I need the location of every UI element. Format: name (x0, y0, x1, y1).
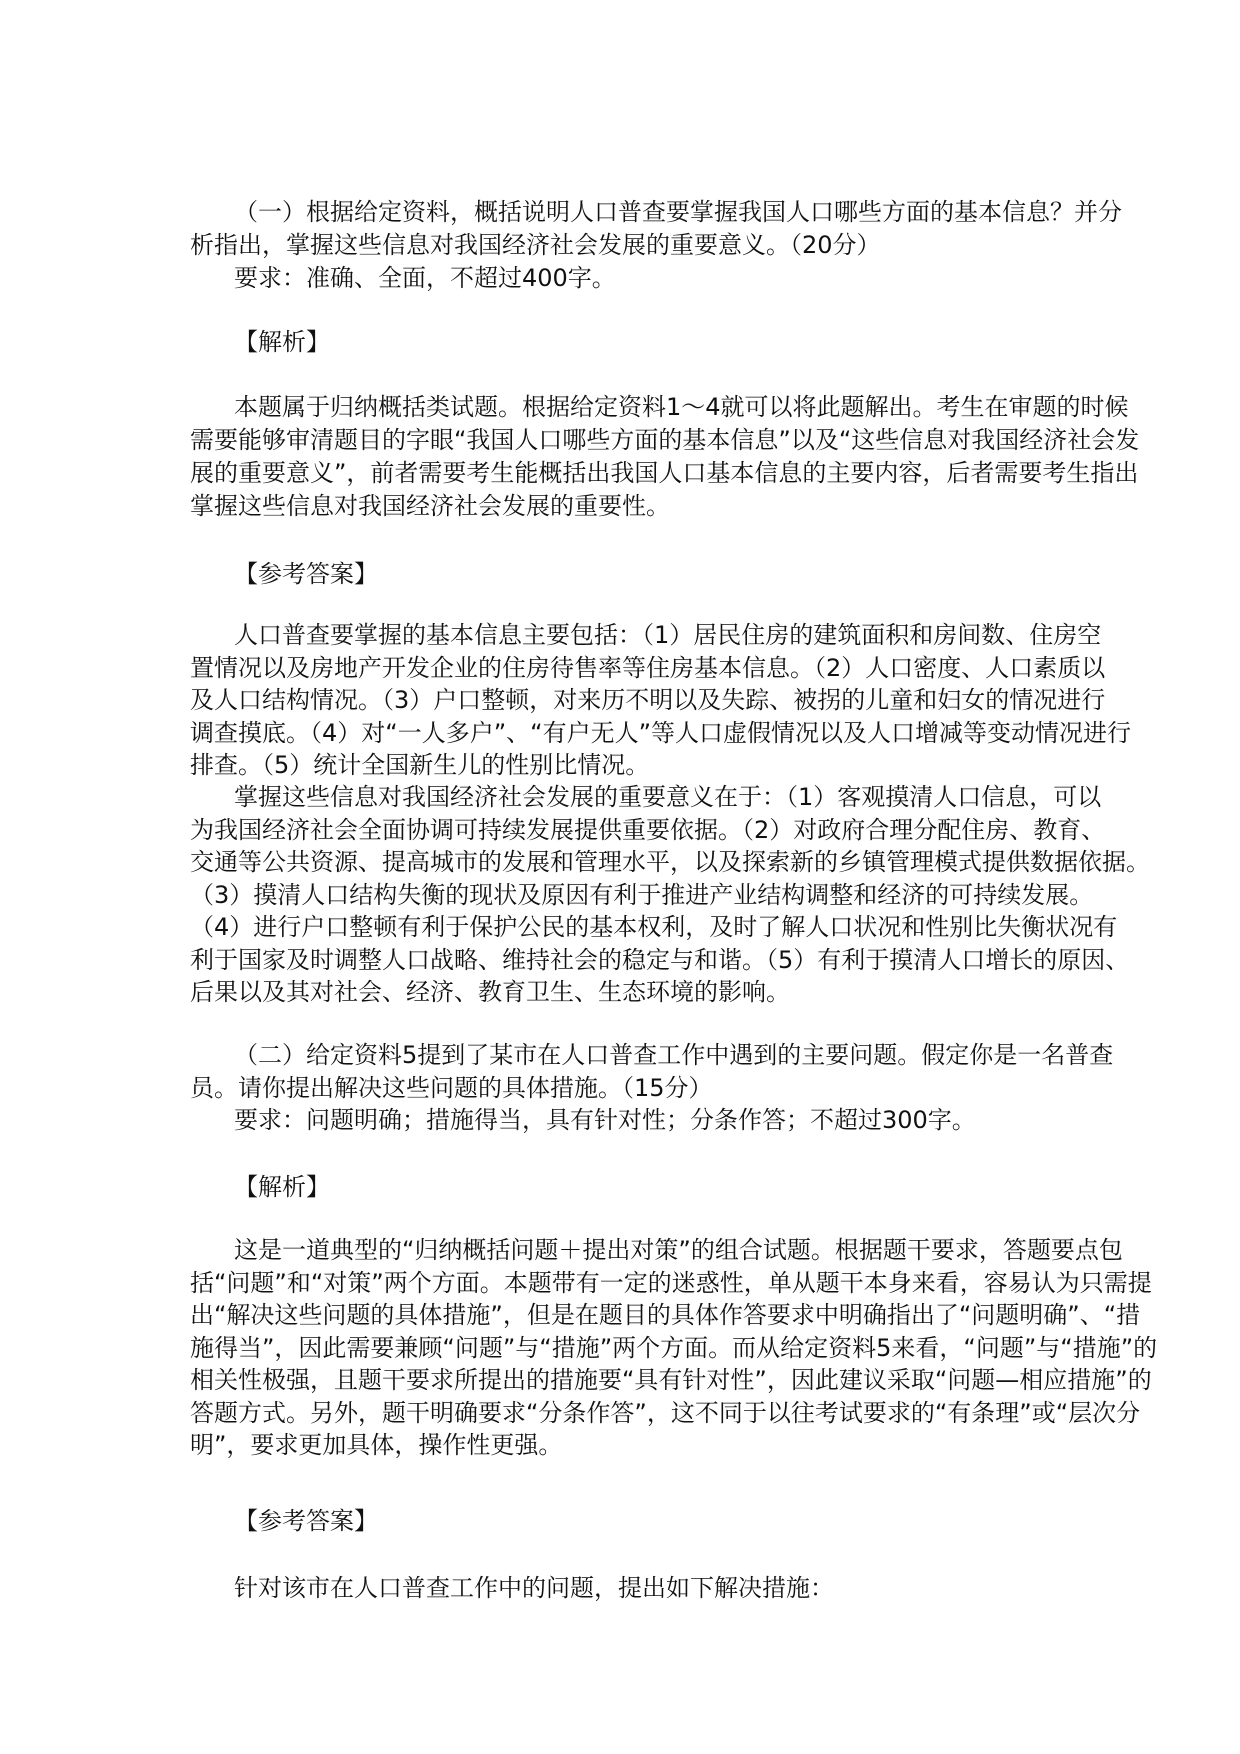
question-text-line: （一）根据给定资料，概括说明人口普查要掌握我国人口哪些方面的基本信息？并分 (234, 198, 1122, 226)
answer-line: 后果以及其对社会、经济、教育卫生、生态环境的影响。 (190, 978, 790, 1006)
answer-line: 人口普查要掌握的基本信息主要包括：（1）居民住房的建筑面积和房间数、住房空 (234, 621, 1102, 649)
analysis-line: 括“问题”和“对策”两个方面。本题带有一定的迷惑性，单从题干本身来看，容易认为只需提 (190, 1269, 1152, 1297)
answer-line: 利于国家及时调整人口战略、维持社会的稳定与和谐。（5）有利于摸清人口增长的原因、 (190, 946, 1130, 974)
analysis-heading: 【解析】 (234, 1173, 330, 1201)
answer-line: （4）进行户口整顿有利于保护公民的基本权利，及时了解人口状况和性别比失衡状况有 (190, 913, 1118, 941)
answer-line: 排查。（5）统计全国新生儿的性别比情况。 (190, 751, 650, 779)
answer-heading: 【参考答案】 (234, 560, 378, 588)
question-requirement: 要求：问题明确；措施得当，具有针对性；分条作答；不超过300字。 (234, 1106, 976, 1134)
analysis-line: 答题方式。另外，题干明确要求“分条作答”，这不同于以往考试要求的“有条理”或“层次分 (190, 1399, 1141, 1427)
analysis-line: 展的重要意义”，前者需要考生能概括出我国人口基本信息的主要内容，后者需要考生指出 (190, 459, 1139, 487)
analysis-line: 出“解决这些问题的具体措施”，但是在题目的具体作答要求中明确指出了“问题明确”、“措 (190, 1301, 1141, 1329)
answer-intro: 针对该市在人口普查工作中的问题，提出如下解决措施： (234, 1574, 834, 1602)
answer-line: 及人口结构情况。（3）户口整顿，对来历不明以及失踪、被拐的儿童和妇女的情况进行 (190, 686, 1106, 714)
analysis-line: 掌握这些信息对我国经济社会发展的重要性。 (190, 492, 670, 520)
question-requirement: 要求：准确、全面，不超过400字。 (234, 264, 616, 292)
analysis-line: 相关性极强，且题干要求所提出的措施要“具有针对性”，因此建议采取“问题—相应措施”的 (190, 1366, 1152, 1394)
answer-line: 为我国经济社会全面协调可持续发展提供重要依据。（2）对政府合理分配住房、教育、 (190, 816, 1106, 844)
analysis-line: 明”，要求更加具体，操作性更强。 (190, 1431, 563, 1459)
answer-line: 掌握这些信息对我国经济社会发展的重要意义在于：（1）客观摸清人口信息，可以 (234, 783, 1102, 811)
answer-line: 调查摸底。（4）对“一人多户”、“有户无人”等人口虚假情况以及人口增减等变动情况进行 (190, 719, 1132, 747)
answer-line: （3）摸清人口结构失衡的现状及原因有利于推进产业结构调整和经济的可持续发展。 (190, 881, 1094, 909)
analysis-heading: 【解析】 (234, 328, 330, 356)
question-text-line: 析指出，掌握这些信息对我国经济社会发展的重要意义。（20分） (190, 231, 881, 259)
analysis-line: 需要能够审清题目的字眼“我国人口哪些方面的基本信息”以及“这些信息对我国经济社会发 (190, 426, 1140, 454)
answer-line: 置情况以及房地产开发企业的住房待售率等住房基本信息。（2）人口密度、人口素质以 (190, 654, 1106, 682)
question-text-line: （二）给定资料5提到了某市在人口普查工作中遇到的主要问题。假定你是一名普查 (234, 1041, 1114, 1069)
answer-line: 交通等公共资源、提高城市的发展和管理水平，以及探索新的乡镇管理模式提供数据依据。 (190, 848, 1150, 876)
analysis-line: 本题属于归纳概括类试题。根据给定资料1～4就可以将此题解出。考生在审题的时候 (234, 393, 1129, 421)
analysis-line: 施得当”，因此需要兼顾“问题”与“措施”两个方面。而从给定资料5来看，“问题”与“措施”的 (190, 1334, 1158, 1362)
analysis-line: 这是一道典型的“归纳概括问题＋提出对策”的组合试题。根据题干要求，答题要点包 (234, 1236, 1123, 1264)
question-text-line: 员。请你提出解决这些问题的具体措施。（15分） (190, 1074, 713, 1102)
answer-heading: 【参考答案】 (234, 1507, 378, 1535)
